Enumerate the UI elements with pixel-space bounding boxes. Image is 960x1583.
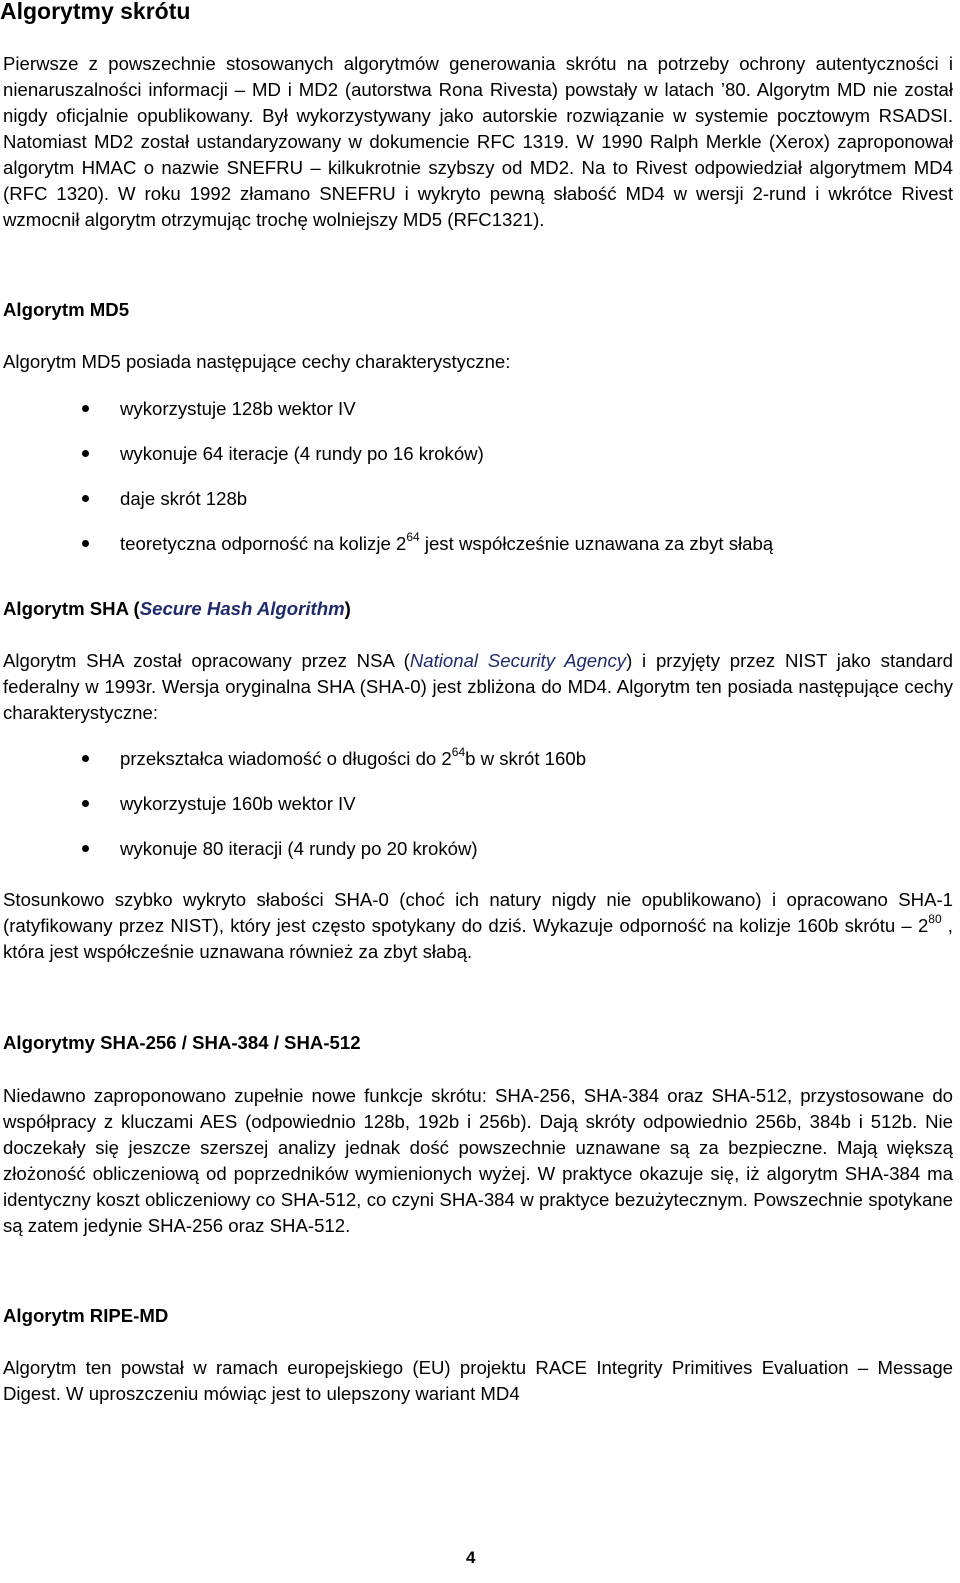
italic-term: National Security Agency xyxy=(409,650,627,671)
sha-heading xyxy=(3,596,351,622)
bullet-icon xyxy=(82,450,89,457)
list-item-text: daje skrót 128b xyxy=(120,488,248,509)
bullet-icon xyxy=(82,495,89,502)
exponent: 64 xyxy=(451,745,466,759)
text-part: Algorytm SHA został opracowany przez NSA ( xyxy=(3,650,410,671)
list-item-text: wykorzystuje 128b wektor IV xyxy=(120,398,356,419)
sha-paragraph xyxy=(3,648,953,726)
text-part: b w skrót 160b xyxy=(465,748,587,769)
page-number: 4 xyxy=(466,1548,476,1567)
ripemd-paragraph: Algorytm ten powstał w ramach europejskiego (EU) projektu RACE Integrity Primitives Evaluation – Message Digest. W uproszczeniu mówiąc jest to ulepszony wariant MD4 xyxy=(3,1357,953,1404)
page-title: Algorytmy skrótu xyxy=(0,0,191,24)
md5-heading: Algorytm MD5 xyxy=(3,299,130,320)
bullet-icon xyxy=(82,845,89,852)
md5-lead: Algorytm MD5 posiada następujące cechy charakterystyczne: xyxy=(3,351,511,372)
list-item-text: wykorzystuje 160b wektor IV xyxy=(120,793,356,814)
text-part: ) i przyjęty przez NIST jako standard federalny w 1993r. Wersja oryginalna SHA (SHA-0) jest zbliżona do MD4. Algorytm ten posiada następujące cechy charakterystyczne: xyxy=(3,650,954,723)
intro-paragraph: Pierwsze z powszechnie stosowanych algorytmów generowania skrótu na potrzeby ochrony autentyczności i nienaruszalności informacji – MD i MD2 (autorstwa Rona Rivesta) powstały w latach ’80. Algorytm MD nie został nigdy oficjalnie opublikowany. Był wykorzystywany jako autorskie rozwiązanie w systemie pocztowym RSADSI. Natomiast MD2 został ustandaryzowany w dokumencie RFC 1319. W 1990 Ralph Merkle (Xerox) zaproponował algorytm HMAC o nazwie SNEFRU – kilkukrotnie szybszy od MD2. Na to Rivest odpowiedział algorytmem MD4 (RFC 1320). W roku 1992 złamano SNEFRU i wykryto pewną słabość MD4 w wersji 2-rund i wkrótce Rivest wzmocnił algorytm otrzymując trochę wolniejszy MD5 (RFC1321). xyxy=(3,53,953,230)
exponent: 64 xyxy=(406,530,420,544)
list-item-text: wykonuje 64 iteracje (4 rundy po 16 kroków) xyxy=(120,443,484,464)
text-part: jest współcześnie uznawana za zbyt słabą xyxy=(419,533,774,554)
sha2-paragraph: Niedawno zaproponowano zupełnie nowe funkcje skrótu: SHA-256, SHA-384 oraz SHA-512, przystosowane do współpracy z kluczami AES (odpowiednio 128b, 192b i 256b). Dają skróty odpowiednio 256b, 384b i 512b. Nie doczekały się jeszcze szerszej analizy jednak dość powszechnie uznawane są za bezpieczne. Mają większą złożoność obliczeniową od poprzedników wymienionych wyżej. W praktyce okazuje się, iż algorytm SHA-384 ma identyczny koszt obliczeniowy co SHA-512, co czyni SHA-384 w praktyce bezużytecznym. Powszechnie spotykane są zatem jedynie SHA-256 oraz SHA-512. xyxy=(3,1085,953,1236)
ripemd-heading: Algorytm RIPE-MD xyxy=(3,1305,169,1326)
text-part: przekształca wiadomość o długości do 2 xyxy=(120,748,452,769)
bullet-icon xyxy=(82,800,89,807)
text-part: Stosunkowo szybko wykryto słabości SHA-0 (choć ich natury nigdy nie opublikowano) i opracowano SHA-1 (ratyfikowany przez NIST), który jest często spotykany do dziś. Wykazuje odporność na kolizje 160b skrótu – 2 xyxy=(3,889,953,936)
heading-part: Algorytm SHA ( xyxy=(3,598,140,619)
text-part: teoretyczna odporność na kolizje 2 xyxy=(120,533,407,554)
bullet-icon xyxy=(82,405,89,412)
heading-part: ) xyxy=(344,598,351,619)
list-item-text: wykonuje 80 iteracji (4 rundy po 20 kroków) xyxy=(120,838,478,859)
list-item-text xyxy=(120,531,773,557)
heading-italic: Secure Hash Algorithm xyxy=(139,598,345,619)
exponent: 80 xyxy=(928,912,942,926)
sha2-heading: Algorytmy SHA-256 / SHA-384 / SHA-512 xyxy=(3,1032,361,1053)
bullet-icon xyxy=(82,540,89,547)
sha1-paragraph xyxy=(3,887,953,965)
list-item-text xyxy=(120,746,586,772)
bullet-icon xyxy=(82,755,89,762)
text-part: , która jest współcześnie uznawana również za zbyt słabą. xyxy=(3,915,953,962)
